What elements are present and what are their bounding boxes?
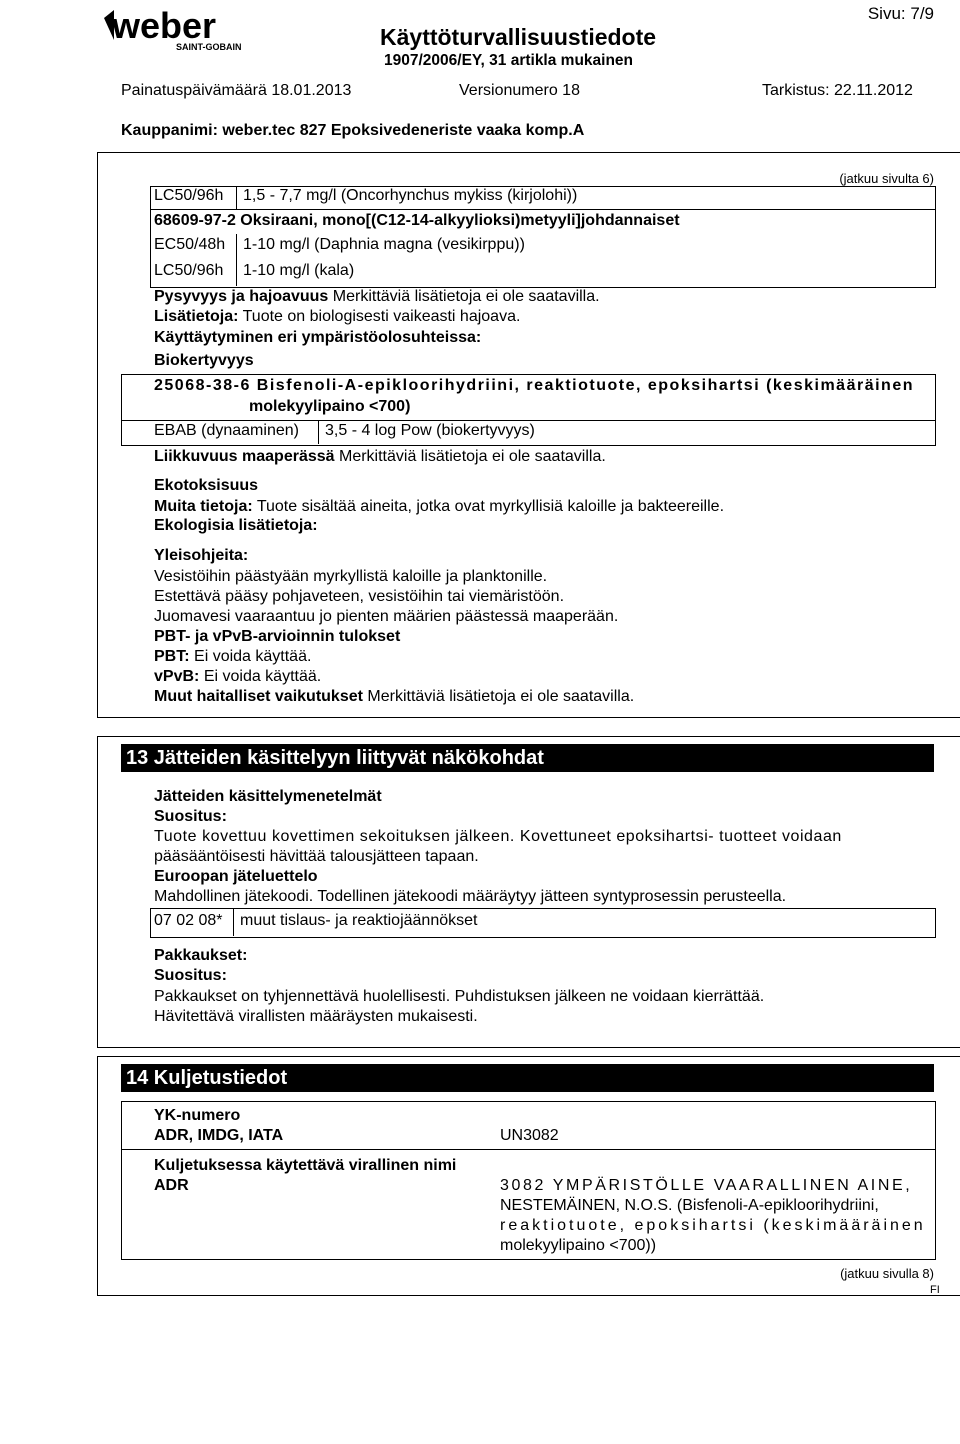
document-title: Käyttöturvallisuustiedote — [380, 24, 657, 50]
ecotox-heading: Ekotoksisuus — [154, 477, 259, 494]
packaging-line: Hävitettävä virallisten määräysten mukaisesti. — [154, 1008, 478, 1025]
ec50-label: EC50/48h — [154, 236, 226, 253]
packaging-heading: Pakkaukset: — [154, 947, 248, 964]
lc50-fish-value: 1-10 mg/l (kala) — [243, 262, 355, 279]
substance-name: 68609-97-2 Oksiraani, mono[(C12-14-alkyylioksi)metyyli]johdannaiset — [154, 212, 680, 229]
weber-logo — [100, 6, 252, 52]
shipping-name-line: NESTEMÄINEN, N.O.S. (Bisfenoli-A-epikloorihydriini, — [500, 1197, 879, 1214]
other-effects: Muut haitalliset vaikutukset Merkittäviä lisätietoja ei ole saatavilla. — [154, 688, 635, 705]
lc50-label: LC50/96h — [154, 187, 224, 204]
other-info: Muita tietoja: Tuote sisältää aineita, jotka ovat myrkyllisiä kaloille ja bakteereille. — [154, 498, 725, 515]
pbt-results-heading: PBT- ja vPvB-arvioinnin tulokset — [154, 628, 401, 645]
ebab-label: EBAB (dynaaminen) — [154, 422, 299, 439]
recommendation-label: Suositus: — [154, 967, 227, 984]
shipping-name-adr: ADR — [154, 1177, 189, 1194]
bisphenol-weight: molekyylipaino <700) — [249, 398, 411, 415]
general-line: Juomavesi vaaraantuu jo pienten määrien päästessä maaperään. — [154, 608, 619, 625]
lc50-value: 1,5 - 7,7 mg/l (Oncorhynchus mykiss (kirjolohi)) — [243, 187, 578, 204]
eco-info-heading: Ekologisia lisätietoja: — [154, 517, 318, 534]
eu-waste-list-text: Mahdollinen jätekoodi. Todellinen jätekoodi määräytyy jätteen syntyprosessin perusteella. — [154, 888, 787, 905]
document-subtitle: 1907/2006/EY, 31 artikla mukainen — [384, 52, 634, 69]
mobility: Liikkuvuus maaperässä Merkittäviä lisätietoja ei ole saatavilla. — [154, 448, 606, 465]
persistence: Pysyvyys ja hajoavuus Merkittäviä lisätietoja ei ole saatavilla. — [154, 288, 600, 305]
shipping-name-line: 3082 YMPÄRISTÖLLE VAARALLINEN AINE, — [500, 1177, 913, 1194]
general-heading: Yleisohjeita: — [154, 547, 249, 564]
shipping-name-heading: Kuljetuksessa käytettävä virallinen nimi — [154, 1157, 457, 1174]
disposal-methods-heading: Jätteiden käsittelymenetelmät — [154, 788, 382, 805]
eu-waste-list-heading: Euroopan jäteluettelo — [154, 868, 318, 885]
continued-from: (jatkuu sivulta 6) — [839, 171, 934, 186]
recommendation-line: Tuote kovettuu kovettimen sekoituksen jälkeen. Kovettuneet epoksihartsi- tuotteet voidaan — [154, 828, 842, 845]
general-line: Vesistöihin päästyään myrkyllistä kaloille ja planktonille. — [154, 568, 548, 585]
page-number: Sivu: 7/9 — [867, 4, 934, 23]
ec50-value: 1-10 mg/l (Daphnia magna (vesikirppu)) — [243, 236, 525, 253]
shipping-name-line: reaktiotuote, epoksihartsi (keskimääräinen — [500, 1217, 926, 1234]
logo-text: weber — [112, 6, 217, 46]
section14-title: 14 Kuljetustiedot — [121, 1064, 934, 1092]
vpvb: vPvB: Ei voida käyttää. — [154, 668, 322, 685]
packaging-line: Pakkaukset on tyhjennettävä huolellisesti. Puhdistuksen jälkeen ne voidaan kierrättää. — [154, 988, 765, 1005]
un-number-regs: ADR, IMDG, IATA — [154, 1127, 284, 1144]
version-number: Versionumero 18 — [459, 82, 580, 99]
additional-info: Lisätietoja: Tuote on biologisesti vaikeasti hajoava. — [154, 308, 521, 325]
logo-sub: SAINT-GOBAIN — [176, 42, 242, 52]
pbt: PBT: Ei voida käyttää. — [154, 648, 312, 665]
general-line: Estettävä pääsy pohjaveteen, vesistöihin tai viemäristöön. — [154, 588, 565, 605]
lc50-fish-label: LC50/96h — [154, 262, 224, 279]
trade-name: Kauppanimi: weber.tec 827 Epoksivedeneriste vaaka komp.A — [121, 122, 585, 139]
ebab-value: 3,5 - 4 log Pow (biokertyvyys) — [325, 422, 535, 439]
continues-on: (jatkuu sivulla 8) — [840, 1266, 934, 1281]
bioaccumulation-heading: Biokertyvyys — [154, 352, 254, 369]
shipping-name-line: molekyylipaino <700)) — [500, 1237, 657, 1254]
un-number-heading: YK-numero — [154, 1107, 241, 1124]
behaviour-heading: Käyttäytyminen eri ympäristöolosuhteissa: — [154, 329, 482, 346]
language-code: FI — [930, 1284, 940, 1296]
recommendation-label: Suositus: — [154, 808, 227, 825]
print-date: Painatuspäivämäärä 18.01.2013 — [121, 82, 352, 99]
section13-title: 13 Jätteiden käsittelyyn liittyvät näkökohdat — [121, 744, 934, 772]
recommendation-line: pääsääntöisesti hävittää talousjätteen tapaan. — [154, 848, 479, 865]
waste-code-description: muut tislaus- ja reaktiojäännökset — [240, 912, 478, 929]
waste-code: 07 02 08* — [154, 912, 223, 929]
revision-date: Tarkistus: 22.11.2012 — [762, 82, 913, 99]
bisphenol-substance: 25068-38-6 Bisfenoli-A-epikloorihydriini, reaktiotuote, epoksihartsi (keskimääräinen — [154, 377, 914, 394]
un-number-value: UN3082 — [500, 1127, 559, 1144]
